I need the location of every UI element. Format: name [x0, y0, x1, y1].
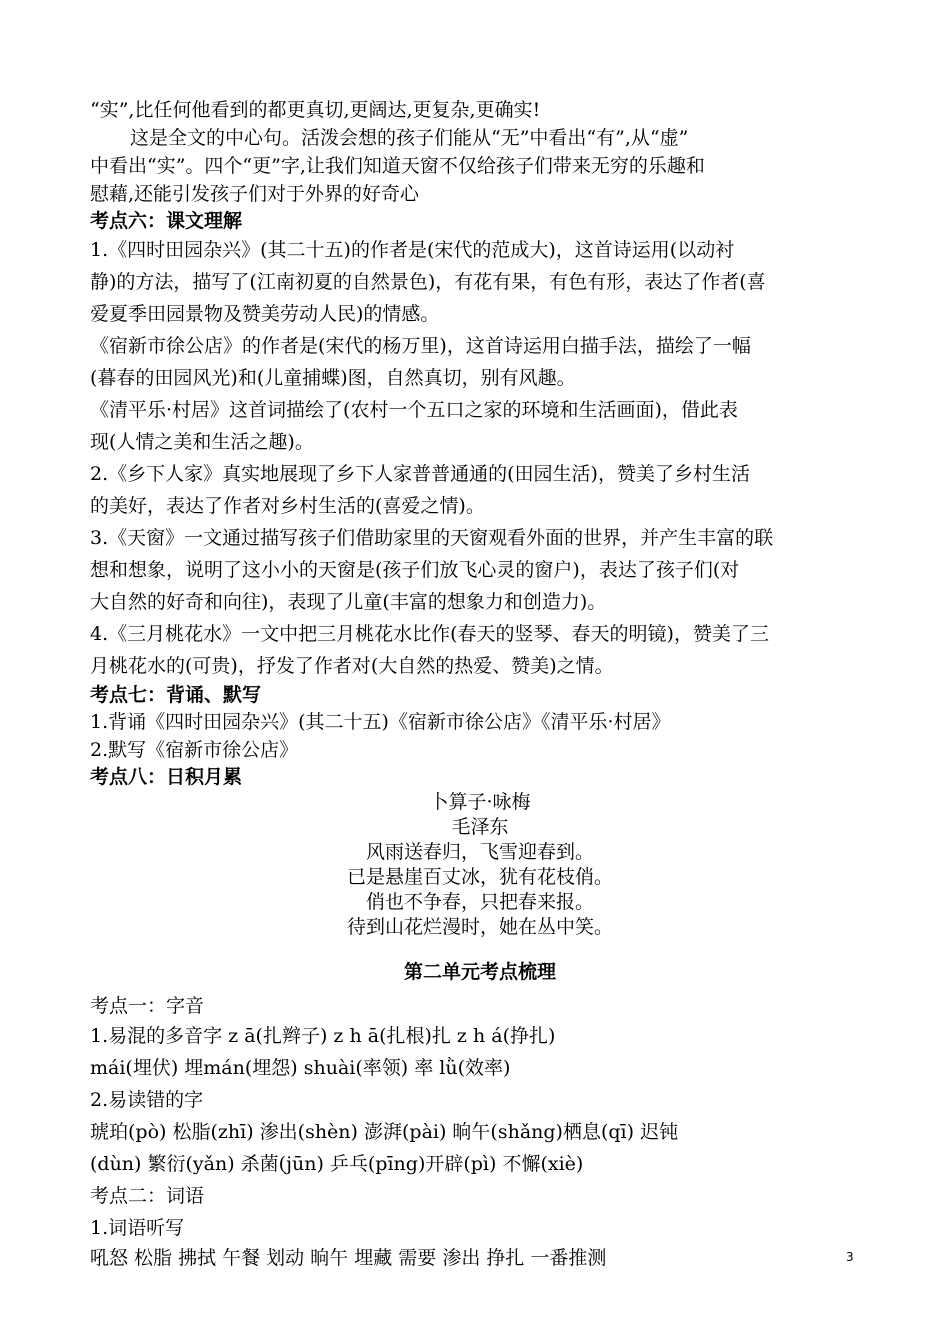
text-line: 《清平乐·村居》这首词描绘了(农村一个五口之家的环境和生活画面)，借此表: [90, 399, 738, 421]
poem-line: 已是悬崖百丈冰，犹有花枝俏。: [346, 866, 613, 888]
text-line: (暮春的田园风光)和(儿童捕蝶)图，自然真切，别有风趣。: [90, 367, 576, 389]
text-line: 1.《四时田园杂兴》(其二十五)的作者是(宋代的范成大)，这首诗运用(以动衬: [90, 239, 735, 261]
text-line: 《宿新市徐公店》的作者是(宋代的杨万里)，这首诗运用白描手法，描绘了一幅: [90, 335, 751, 357]
text-line: 2.默写《宿新市徐公店》: [90, 739, 299, 761]
unit-title: 第二单元考点梳理: [403, 961, 556, 983]
text-line: 琥珀(pò) 松脂(zhī) 渗出(shèn) 澎湃(pài) 晌午(shǎng)栖息(qī) 迟钝: [90, 1121, 679, 1143]
text-line: 4.《三月桃花水》一文中把三月桃花水比作(春天的竖琴、春天的明镜)，赞美了三: [90, 623, 769, 645]
intro-line: 慰藉,还能引发孩子们对于外界的好奇心: [90, 183, 420, 205]
text-line: 大自然的好奇和向往)，表现了儿童(丰富的想象力和创造力)。: [90, 591, 607, 613]
text-line: 静)的方法，描写了(江南初夏的自然景色)，有花有果，有色有形，表达了作者(喜: [90, 271, 766, 293]
poem-line: 俏也不争春，只把春来报。: [365, 891, 594, 913]
section-heading: 考点六：课文理解: [90, 210, 243, 232]
text-line: 1.词语听写: [90, 1217, 185, 1239]
text-line: 的美好，表达了作者对乡村生活的(喜爱之情)。: [90, 495, 485, 517]
intro-line: 这是全文的中心句。活泼会想的孩子们能从“无”中看出“有”,从“虚”: [130, 127, 689, 149]
point-heading: 考点一：字音: [90, 995, 205, 1017]
word-list: 吼怒 松脂 拂拭 午餐 划动 晌午 埋藏 需要 渗出 挣扎 一番推测: [90, 1247, 607, 1269]
intro-line: 中看出“实”。四个“更”字,让我们知道天窗不仅给孩子们带来无穷的乐趣和: [90, 155, 705, 177]
text-line: 1.易混的多音字 z ā(扎辫子) z h ā(扎根)扎 z h á(挣扎): [90, 1025, 556, 1047]
intro-line: “实”,比任何他看到的都更真切,更阔达,更复杂,更确实!: [90, 99, 541, 121]
section-heading: 考点八：日积月累: [90, 766, 243, 788]
page-number: 3: [846, 1250, 854, 1264]
poem-title: 卜算子·咏梅: [429, 791, 531, 813]
text-line: 2.《乡下人家》真实地展现了乡下人家普普通通的(田园生活)，赞美了乡村生活: [90, 463, 750, 485]
text-line: 爱夏季田园景物及赞美劳动人民)的情感。: [90, 303, 440, 325]
text-line: 3.《天窗》一文通过描写孩子们借助家里的天窗观看外面的世界，并产生丰富的联: [90, 527, 774, 549]
text-line: 现(人情之美和生活之趣)。: [90, 431, 314, 453]
section-heading: 考点七：背诵、默写: [90, 684, 262, 706]
text-line: (dùn) 繁衍(yǎn) 杀菌(jūn) 乒乓(pīng)开辟(pì) 不懈(xiè): [90, 1153, 584, 1175]
poem-line: 风雨送春归，飞雪迎春到。: [365, 841, 594, 863]
text-line: 1.背诵《四时田园杂兴》(其二十五)《宿新市徐公店》《清平乐·村居》: [90, 711, 671, 733]
document-page: [90, 96, 870, 1272]
text-line: mái(埋伏) 埋mán(埋怨) shuài(率领) 率 lǜ(效率): [90, 1057, 511, 1079]
text-line: 月桃花水的(可贵)，抒发了作者对(大自然的热爱、赞美)之情。: [90, 655, 614, 677]
poem-line: 待到山花烂漫时，她在丛中笑。: [346, 916, 613, 938]
text-line: 想和想象，说明了这小小的天窗是(孩子们放飞心灵的窗户)，表达了孩子们(对: [90, 559, 740, 581]
text-line: 2.易读错的字: [90, 1089, 204, 1111]
poem-author: 毛泽东: [451, 816, 509, 838]
point-heading: 考点二：词语: [90, 1185, 205, 1207]
